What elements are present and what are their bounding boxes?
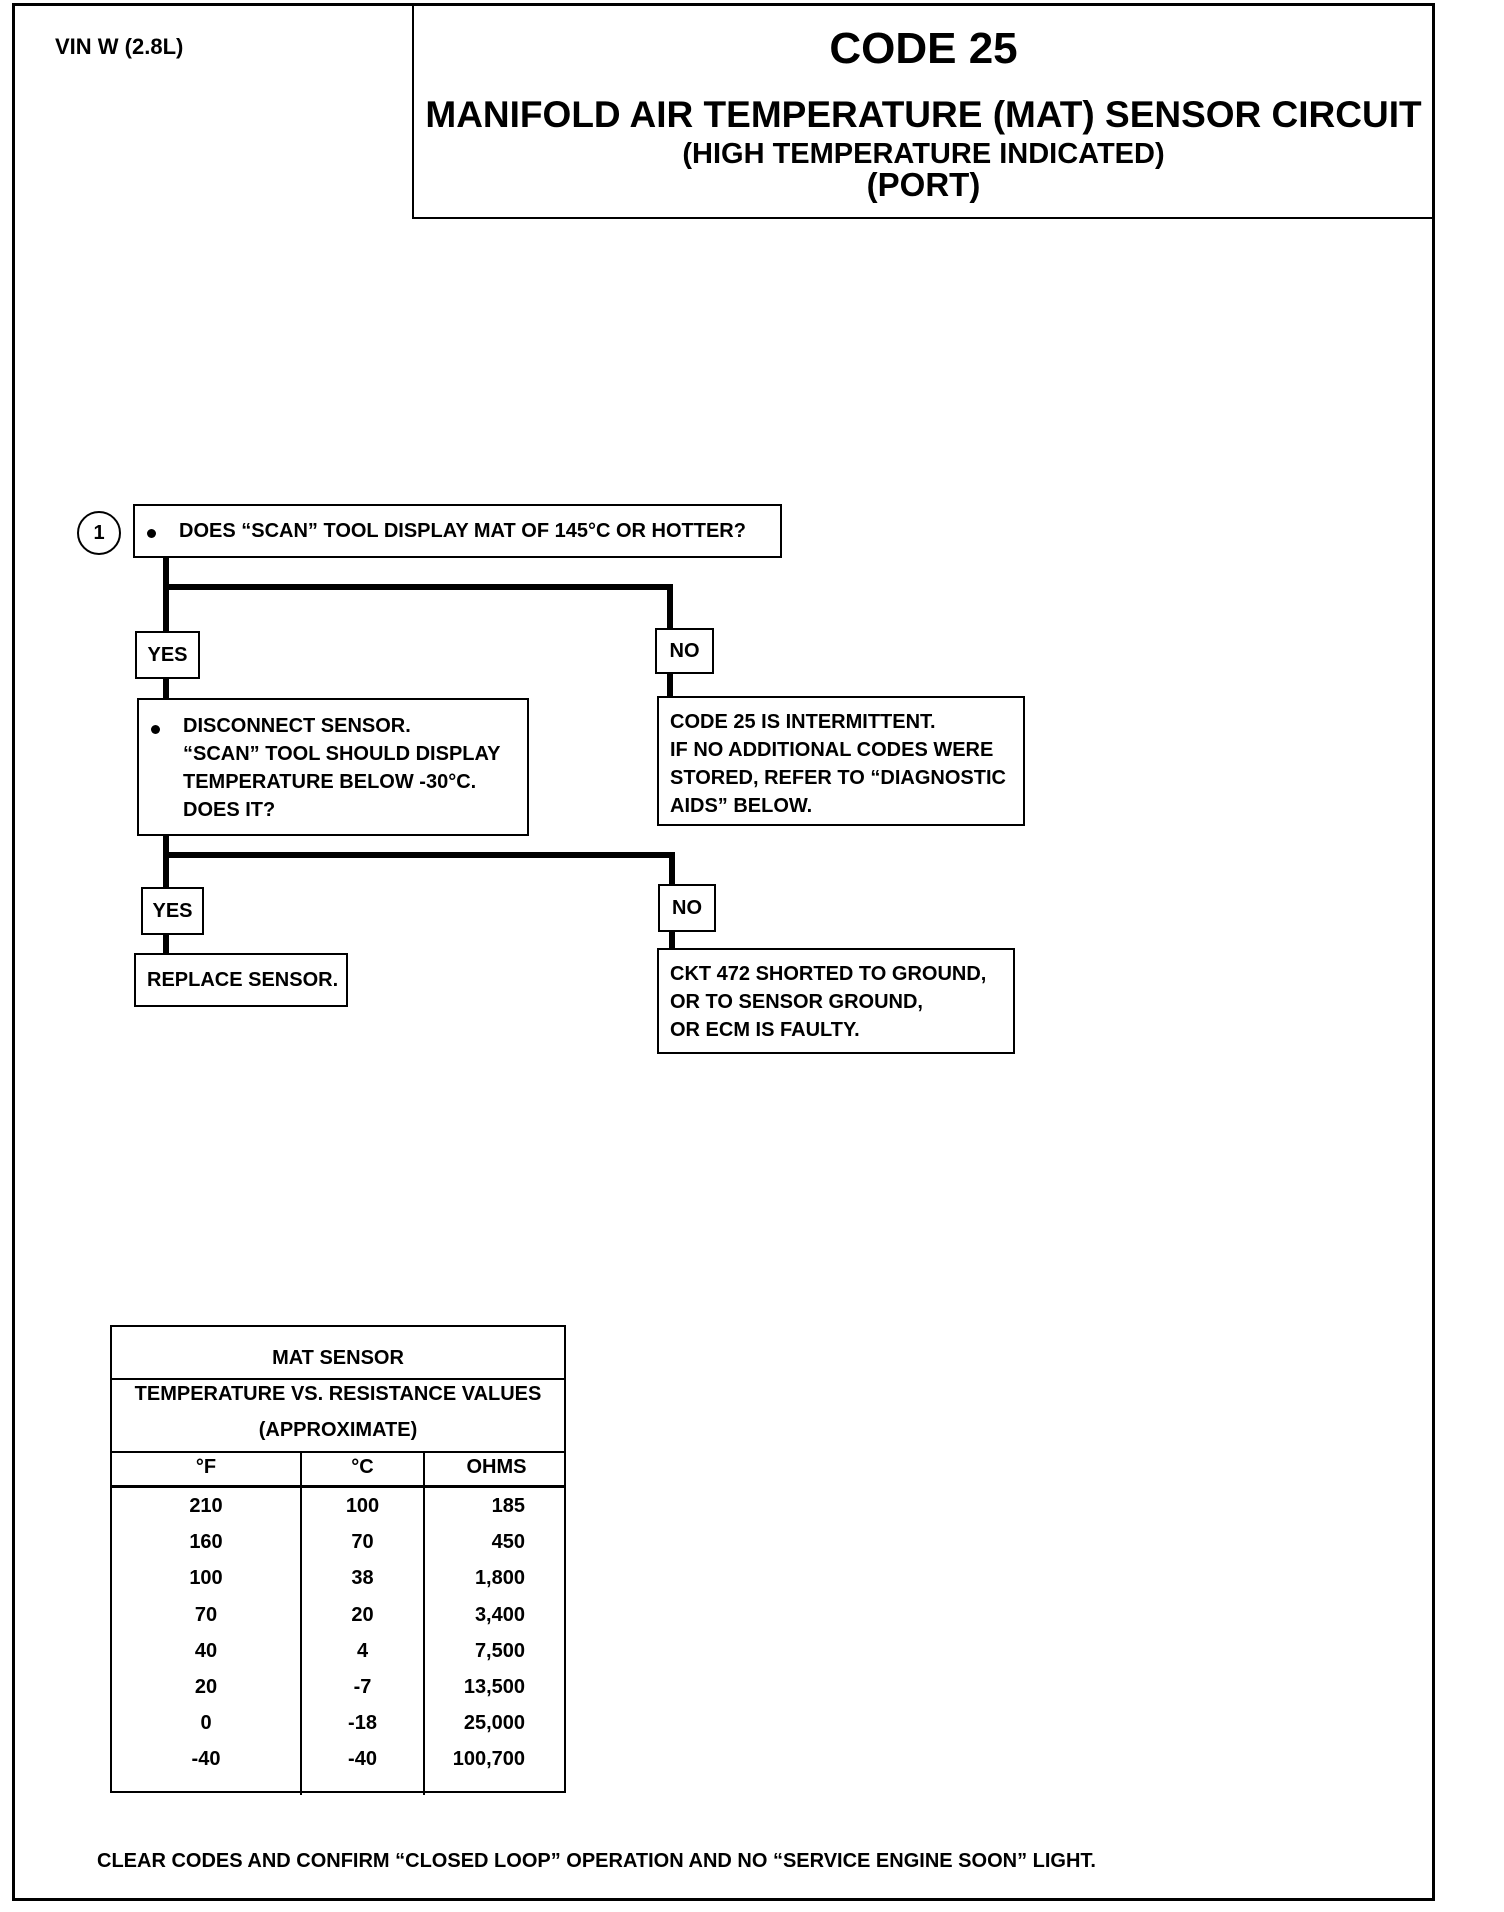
cell-celsius: 4 <box>356 1639 369 1662</box>
result-line: CKT 472 SHORTED TO GROUND, <box>670 963 987 985</box>
cell-fahrenheit: 0 <box>200 1712 212 1735</box>
cell-ohms: 100,700 <box>452 1748 525 1771</box>
cell-ohms: 185 <box>491 1495 525 1517</box>
cell-celsius: 20 <box>351 1603 374 1626</box>
cell-ohms: 25,000 <box>463 1712 525 1735</box>
table-title: MAT SENSOR <box>272 1347 404 1369</box>
table-rule <box>112 1451 564 1453</box>
no-label-2: NO <box>658 884 716 932</box>
cell-ohms: 450 <box>491 1531 525 1554</box>
question-2-box <box>137 698 529 836</box>
circuit-title: MANIFOLD AIR TEMPERATURE (MAT) SENSOR CIRCUIT <box>425 94 1422 135</box>
col-header-fahrenheit: °F <box>195 1456 217 1478</box>
result-line: STORED, REFER TO “DIAGNOSTIC <box>670 767 1006 789</box>
cell-celsius: -18 <box>348 1712 377 1735</box>
cell-ohms: 7,500 <box>474 1639 525 1662</box>
table-subtitle: TEMPERATURE VS. RESISTANCE VALUES <box>134 1383 542 1405</box>
result-line: AIDS” BELOW. <box>670 795 813 817</box>
cell-ohms: 3,400 <box>474 1603 525 1626</box>
code-title: CODE 25 <box>829 24 1018 73</box>
mat-sensor-table <box>110 1325 566 1793</box>
step-number-marker: 1 <box>77 511 121 555</box>
col-header-ohms: OHMS <box>466 1456 527 1478</box>
cell-fahrenheit: 160 <box>189 1531 223 1554</box>
circuit-subtitle: (HIGH TEMPERATURE INDICATED) <box>682 138 1165 170</box>
result-line: OR TO SENSOR GROUND, <box>670 991 923 1013</box>
cell-celsius: 100 <box>345 1495 380 1517</box>
connector-line <box>667 672 673 698</box>
col-header-celsius: °C <box>351 1456 374 1478</box>
cell-fahrenheit: 40 <box>194 1639 218 1662</box>
intermittent-result-box <box>657 696 1025 826</box>
footer-note: CLEAR CODES AND CONFIRM “CLOSED LOOP” OPERATION AND NO “SERVICE ENGINE SOON” LIGHT. <box>97 1850 1096 1872</box>
question-1-box <box>133 504 782 558</box>
connector-line <box>669 930 675 950</box>
table-rule <box>112 1378 564 1380</box>
no-label-1: NO <box>655 628 714 674</box>
yes-label-1: YES <box>135 631 200 679</box>
connector-line <box>163 556 169 633</box>
result-line: OR ECM IS FAULTY. <box>670 1019 860 1041</box>
connector-line <box>163 677 169 700</box>
bullet-icon <box>151 725 160 734</box>
table-rule <box>112 1485 564 1488</box>
question-2-line: DOES IT? <box>183 799 276 821</box>
vin-label: VIN W (2.8L) <box>55 34 184 59</box>
question-2-line: “SCAN” TOOL SHOULD DISPLAY <box>183 743 501 765</box>
table-subtitle-approx: (APPROXIMATE) <box>258 1419 418 1441</box>
replace-sensor-text: REPLACE SENSOR. <box>147 969 339 991</box>
cell-fahrenheit: -40 <box>191 1748 221 1771</box>
cell-fahrenheit: 100 <box>189 1567 223 1590</box>
connector-line <box>163 834 169 889</box>
cell-celsius: -7 <box>353 1676 372 1698</box>
result-line: IF NO ADDITIONAL CODES WERE <box>670 739 994 761</box>
question-2-line: DISCONNECT SENSOR. <box>183 715 411 737</box>
yes-label-2: YES <box>141 887 204 935</box>
cell-fahrenheit: 210 <box>189 1495 223 1517</box>
circuit-variant: (PORT) <box>866 166 981 203</box>
replace-sensor-box <box>134 953 348 1007</box>
connector-line <box>669 852 675 886</box>
connector-line <box>667 584 673 630</box>
connector-line <box>163 584 673 590</box>
connector-line <box>163 852 675 858</box>
cell-fahrenheit: 20 <box>194 1676 218 1698</box>
shorted-circuit-result-box <box>657 948 1015 1054</box>
cell-ohms: 13,500 <box>463 1676 525 1698</box>
result-line: CODE 25 IS INTERMITTENT. <box>670 711 936 733</box>
bullet-icon <box>147 529 156 538</box>
question-1-text: DOES “SCAN” TOOL DISPLAY MAT OF 145°C OR HOTTER? <box>179 520 746 542</box>
cell-ohms: 1,800 <box>474 1567 525 1590</box>
cell-fahrenheit: 70 <box>194 1603 218 1626</box>
connector-line <box>163 933 169 955</box>
cell-celsius: -40 <box>348 1748 377 1771</box>
question-2-line: TEMPERATURE BELOW -30°C. <box>183 771 477 793</box>
cell-celsius: 38 <box>351 1567 374 1590</box>
cell-celsius: 70 <box>351 1531 374 1554</box>
